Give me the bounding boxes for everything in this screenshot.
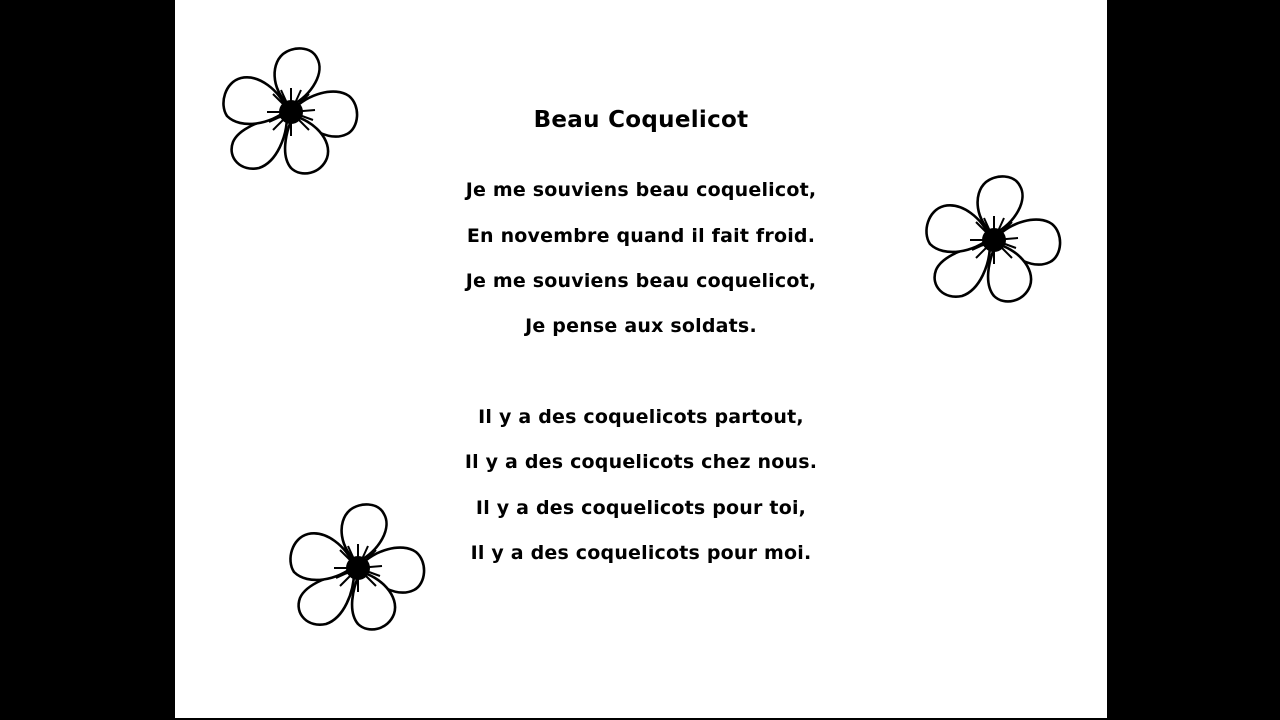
slide-page: [175, 0, 1107, 718]
poppy-flower-icon: [288, 500, 428, 640]
poem-title: Beau Coquelicot: [533, 107, 749, 133]
poem-line: Je me souviens beau coquelicot,: [465, 270, 817, 292]
poem-line: Il y a des coquelicots partout,: [478, 406, 804, 428]
poem-line: Il y a des coquelicots chez nous.: [464, 451, 818, 473]
poem-line: Je me souviens beau coquelicot,: [465, 179, 817, 201]
poem-line: Je pense aux soldats.: [525, 315, 757, 337]
poppy-flower-drawing: [288, 500, 428, 640]
poem-line: Il y a des coquelicots pour moi.: [470, 542, 812, 564]
poem-line: Il y a des coquelicots pour toi,: [475, 497, 807, 519]
poem-line: En novembre quand il fait froid.: [466, 225, 816, 247]
